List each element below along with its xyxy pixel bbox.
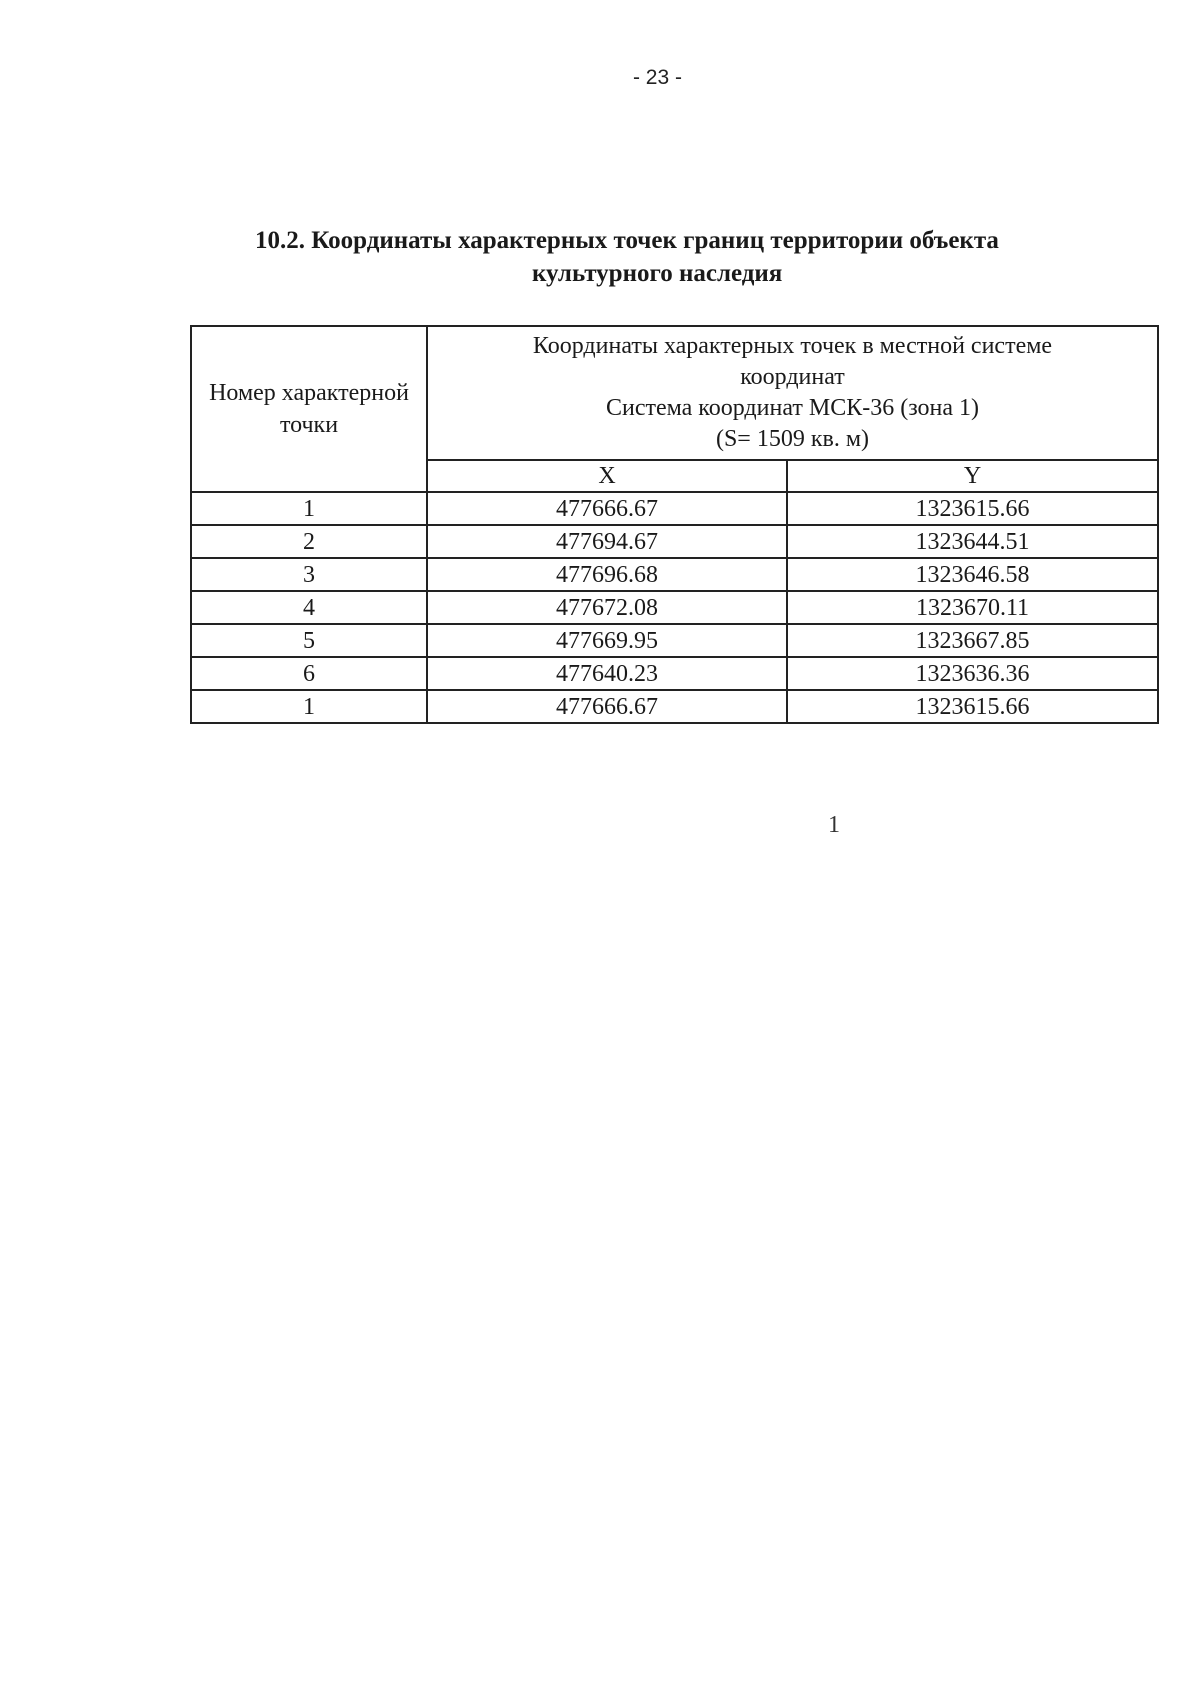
y-coordinate-cell: 1323636.36	[787, 657, 1158, 690]
page-number: - 23 -	[632, 66, 682, 89]
y-coordinate-cell: 1323615.66	[787, 690, 1158, 723]
coordinates-group-header	[427, 326, 1158, 460]
y-column-header: Y	[787, 460, 1158, 492]
coords-header-line-1: Координаты характерных точек в местной системе	[532, 333, 1053, 359]
y-coordinate-cell: 1323670.11	[787, 591, 1158, 624]
x-coordinate-cell: 477696.68	[427, 558, 787, 591]
table-header-row	[191, 326, 1158, 460]
point-number-cell: 3	[191, 558, 427, 591]
x-coordinate-cell: 477694.67	[427, 525, 787, 558]
x-coordinate-cell: 477672.08	[427, 591, 787, 624]
point-number-cell: 6	[191, 657, 427, 690]
table-row	[191, 525, 1158, 558]
point-number-cell: 2	[191, 525, 427, 558]
table-row	[191, 591, 1158, 624]
y-coordinate-cell: 1323644.51	[787, 525, 1158, 558]
y-coordinate-cell: 1323667.85	[787, 624, 1158, 657]
table-row	[191, 657, 1158, 690]
x-coordinate-cell: 477640.23	[427, 657, 787, 690]
y-coordinate-cell: 1323615.66	[787, 492, 1158, 525]
point-number-cell: 4	[191, 591, 427, 624]
table-row	[191, 492, 1158, 525]
coords-header-line-2: координат	[740, 364, 845, 390]
section-title-line-2: культурного наследия	[532, 260, 783, 287]
coords-header-line-4: (S= 1509 кв. м)	[715, 426, 870, 452]
point-number-header: Номер характерной точки	[191, 326, 427, 492]
table-row	[191, 690, 1158, 723]
point-number-cell: 1	[191, 690, 427, 723]
x-coordinate-cell: 477666.67	[427, 690, 787, 723]
table-row	[191, 624, 1158, 657]
x-column-header: X	[427, 460, 787, 492]
x-coordinate-cell: 477666.67	[427, 492, 787, 525]
table-row	[191, 558, 1158, 591]
section-title	[255, 224, 1155, 290]
point-number-cell: 5	[191, 624, 427, 657]
x-coordinate-cell: 477669.95	[427, 624, 787, 657]
y-coordinate-cell: 1323646.58	[787, 558, 1158, 591]
section-title-line-1: 10.2. Координаты характерных точек границ территории объекта	[255, 227, 999, 254]
stray-mark: 1	[828, 812, 840, 838]
coordinates-table	[190, 325, 1159, 724]
point-number-cell: 1	[191, 492, 427, 525]
coords-header-line-3: Система координат МСК-36 (зона 1)	[605, 395, 980, 421]
